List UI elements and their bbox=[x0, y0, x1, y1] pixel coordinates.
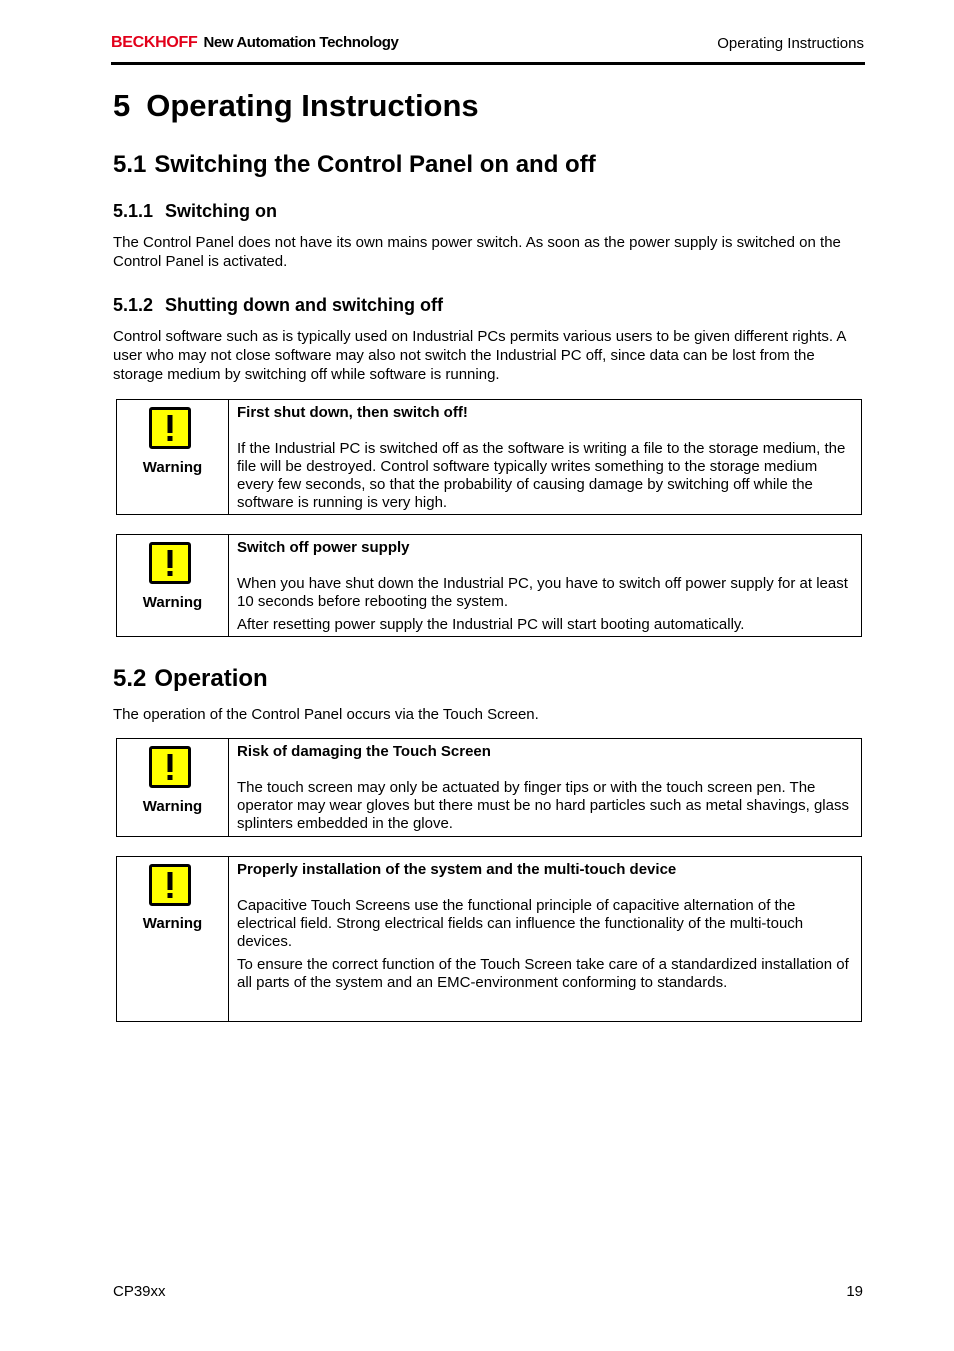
exclamation-warning-icon bbox=[149, 542, 191, 584]
logo-tagline: New Automation Technology bbox=[203, 34, 399, 51]
section-5-1-heading bbox=[113, 151, 596, 179]
exclamation-warning-icon bbox=[149, 746, 191, 788]
warning-label: Warning bbox=[142, 594, 203, 611]
section-5-2-heading bbox=[113, 665, 268, 693]
section-title: Shutting down and switching off bbox=[165, 295, 444, 315]
warning-label: Warning bbox=[142, 798, 203, 815]
section-number: 5.1.1 bbox=[113, 201, 154, 221]
exclamation-warning-icon bbox=[149, 864, 191, 906]
beckhoff-logo bbox=[111, 34, 398, 52]
switching-on-text: The Control Panel does not have its own mains power switch. As soon as the power supply is switched on the Control Panel is activated. bbox=[113, 234, 841, 270]
section-number: 5.1.2 bbox=[113, 295, 154, 315]
logo-brand: BECKHOFF bbox=[111, 34, 198, 51]
warning-title: First shut down, then switch off! bbox=[237, 404, 468, 421]
warning-notice bbox=[116, 738, 862, 837]
warning-notice bbox=[116, 856, 862, 1022]
section-5-1-2-heading bbox=[113, 295, 443, 316]
warning-content bbox=[229, 535, 861, 636]
shutting-down-text: Control software such as is typically used on Industrial PCs permits various users to be given different rights. A user who may not close software may also not switch the Industrial PC off, since data can be lost from the storage medium by switching off while software is running. bbox=[113, 328, 846, 383]
warning-content bbox=[229, 739, 861, 836]
section-title: Switching the Control Panel on and off bbox=[154, 151, 596, 178]
section-number: 5.2 bbox=[113, 665, 147, 692]
warning-notice bbox=[116, 399, 862, 515]
warning-badge bbox=[117, 535, 229, 636]
chapter-number: 5 bbox=[113, 88, 131, 123]
warning-notice bbox=[116, 534, 862, 637]
section-title: Operation bbox=[154, 665, 268, 692]
warning-text: The touch screen may only be actuated by finger tips or with the touch screen pen. The operator may wear gloves but there must be no hard particles such as metal shavings, glass splinters embedded in the glove. bbox=[237, 779, 849, 832]
warning-content bbox=[229, 857, 861, 1021]
footer-product: CP39xx bbox=[113, 1283, 166, 1300]
section-number: 5.1 bbox=[113, 151, 147, 178]
warning-label: Warning bbox=[142, 915, 203, 932]
exclamation-warning-icon bbox=[149, 407, 191, 449]
warning-text: When you have shut down the Industrial PC, you have to switch off power supply for at least 10 seconds before rebooting the system. bbox=[237, 575, 848, 610]
operation-text: The operation of the Control Panel occurs via the Touch Screen. bbox=[113, 706, 539, 723]
warning-text: Capacitive Touch Screens use the functional principle of capacitive alternation of the electrical field. Strong electrical fields can influence the functionality of the multi-touch devices. bbox=[237, 897, 804, 950]
warning-badge bbox=[117, 400, 229, 514]
warning-text: After resetting power supply the Industrial PC will start booting automatically. bbox=[237, 616, 745, 633]
warning-title: Switch off power supply bbox=[237, 539, 410, 556]
warning-text: If the Industrial PC is switched off as the software is writing a file to the storage medium, the file will be destroyed. Control software typically writes something to the storage medium every few seconds, so that the probability of causing damage by switching off while the software is running is very high. bbox=[237, 440, 846, 511]
warning-title: Properly installation of the system and the multi-touch device bbox=[237, 861, 677, 878]
section-title: Switching on bbox=[165, 201, 278, 221]
warning-title: Risk of damaging the Touch Screen bbox=[237, 743, 491, 760]
footer-page-number: 19 bbox=[846, 1283, 863, 1300]
warning-badge bbox=[117, 857, 229, 1021]
warning-badge bbox=[117, 739, 229, 836]
chapter-title bbox=[113, 88, 479, 124]
page-header bbox=[111, 28, 865, 65]
chapter-title-text: Operating Instructions bbox=[146, 88, 479, 123]
section-5-1-1-heading bbox=[113, 201, 277, 222]
warning-text: To ensure the correct function of the Touch Screen take care of a standardized installation of all parts of the system and an EMC-environment conforming to standards. bbox=[237, 956, 849, 991]
warning-content bbox=[229, 400, 861, 514]
warning-label: Warning bbox=[142, 459, 203, 476]
header-section-title: Operating Instructions bbox=[717, 35, 864, 52]
